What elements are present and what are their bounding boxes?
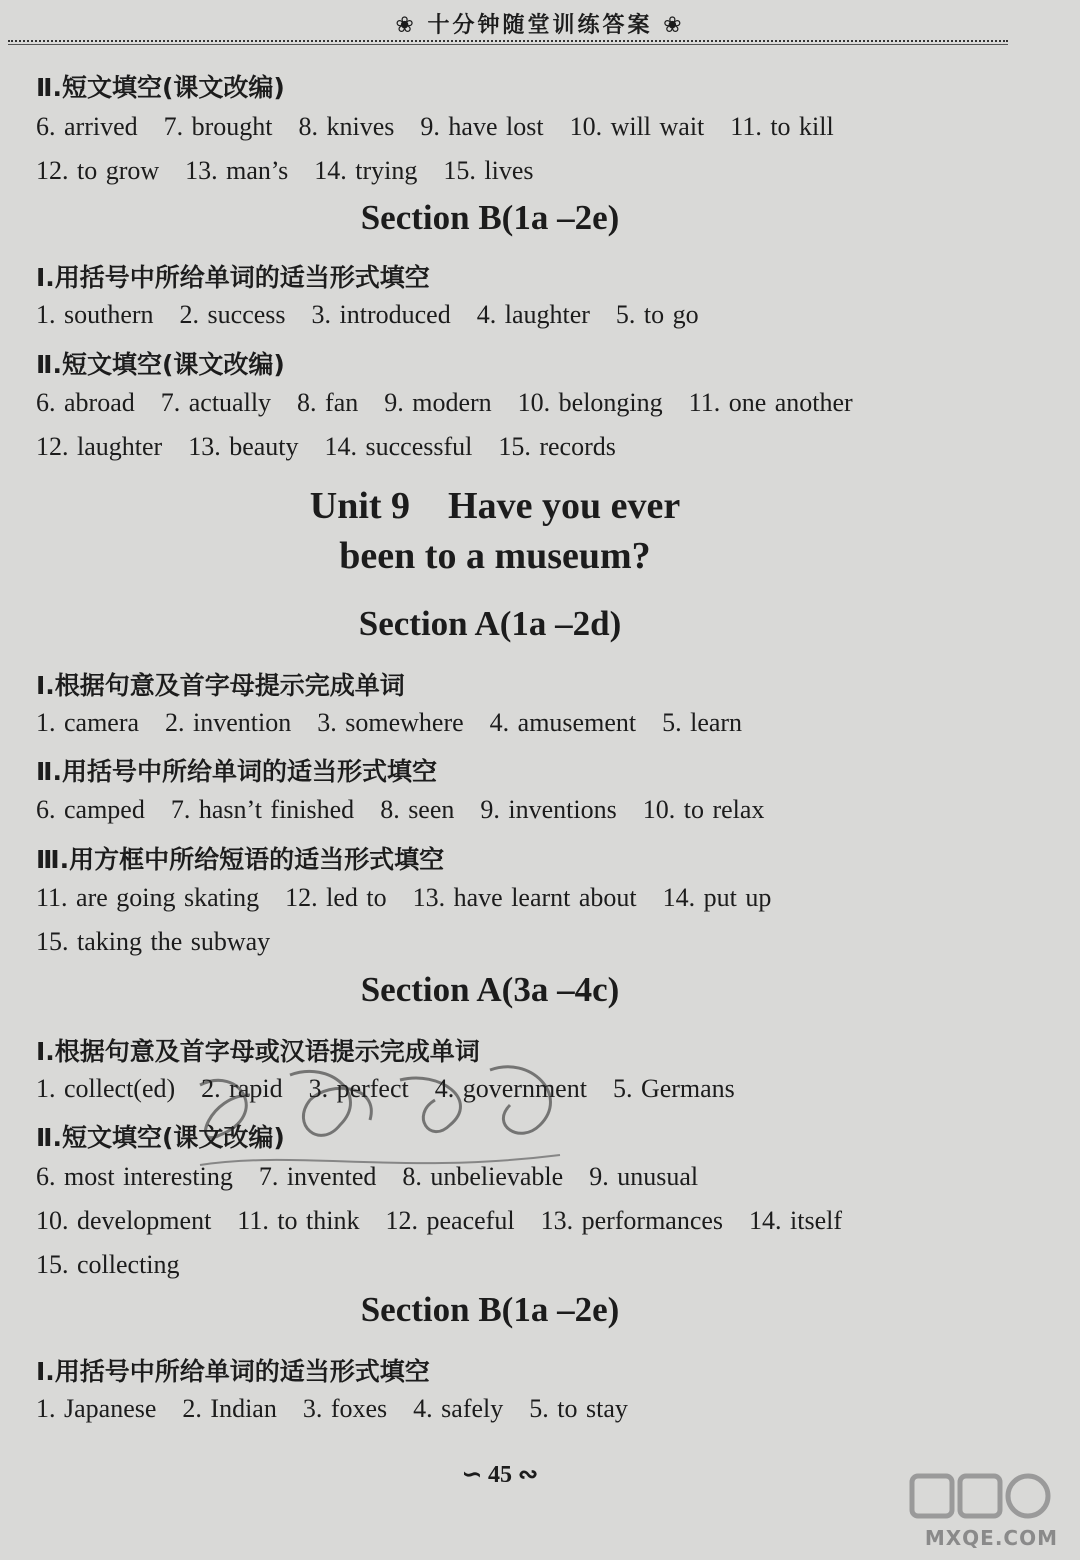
answer-item: 8. seen (380, 795, 455, 824)
answer-item: 11. to think (237, 1206, 360, 1235)
unit-title: Unit 9 Have you ever (309, 485, 681, 527)
answer-item: 6. arrived (36, 112, 138, 141)
answer-item: 2. invention (165, 708, 292, 737)
header-rule-solid (8, 44, 1008, 45)
answer-item: 10. to relax (642, 795, 765, 824)
answer-item: 1. collect(ed) (36, 1074, 176, 1103)
answer-item: 7. hasn’t finished (170, 795, 355, 824)
answer-item: 7. invented (258, 1162, 377, 1191)
answer-item: 11. one another (688, 388, 853, 417)
header-title: ❀ 十分钟随堂训练答案 ❀ (395, 13, 685, 38)
answer-item: 7. brought (163, 112, 273, 141)
exercise-heading: Ⅱ.用括号中所给单词的适当形式填空 (36, 757, 437, 786)
answer-row (36, 112, 834, 142)
answer-item: 5. Germans (612, 1074, 735, 1103)
answer-item: 9. inventions (480, 795, 617, 824)
answer-item: 8. knives (298, 112, 395, 141)
answer-item: 11. to kill (730, 112, 834, 141)
answer-item: 5. learn (662, 708, 743, 737)
answer-item: 12. to grow (36, 156, 160, 185)
answer-item: 12. peaceful (385, 1206, 515, 1235)
page-header (0, 0, 1080, 44)
answer-item: 3. perfect (308, 1074, 409, 1103)
section-title: Section B(1a –2e) (360, 198, 620, 237)
answer-item: 3. introduced (311, 300, 451, 329)
answer-item: 8. unbelievable (402, 1162, 564, 1191)
answer-item: 3. foxes (302, 1394, 388, 1423)
answer-item: 14. itself (749, 1206, 843, 1235)
exercise-heading: Ⅰ.根据句意及首字母或汉语提示完成单词 (36, 1037, 480, 1066)
section-title: Section B(1a –2e) (360, 1290, 620, 1329)
answer-item: 6. most interesting (36, 1162, 233, 1191)
exercise-heading: Ⅱ.短文填空(课文改编) (36, 73, 285, 102)
answer-item: 10. will wait (569, 112, 705, 141)
answer-item: 13. performances (540, 1206, 724, 1235)
answer-item: 12. led to (285, 883, 387, 912)
answer-item: 7. actually (160, 388, 272, 417)
answer-item: 4. laughter (476, 300, 590, 329)
answer-item: 9. modern (384, 388, 492, 417)
answer-item: 9. have lost (420, 112, 544, 141)
header-rule-dotted (8, 40, 1008, 42)
answer-item: 4. safely (413, 1394, 504, 1423)
answer-row (36, 883, 771, 913)
section-title: Section A(1a –2d) (358, 604, 622, 643)
exercise-heading: Ⅰ.根据句意及首字母提示完成单词 (36, 671, 405, 700)
unit-title: been to a museum? (339, 535, 651, 577)
answer-item: 15. taking the subway (36, 927, 271, 956)
answer-item: 13. man’s (185, 156, 289, 185)
answer-row (36, 1250, 180, 1280)
answer-item: 1. Japanese (36, 1394, 157, 1423)
answer-item: 10. belonging (517, 388, 663, 417)
answer-item: 15. collecting (36, 1250, 180, 1279)
answer-item: 5. to go (615, 300, 699, 329)
answer-item: 4. amusement (489, 708, 637, 737)
answer-item: 1. southern (36, 300, 154, 329)
page-number (440, 1460, 560, 1489)
answer-item: 2. Indian (182, 1394, 277, 1423)
answer-row (36, 1206, 842, 1236)
answer-item: 5. to stay (529, 1394, 628, 1423)
answer-row (36, 708, 742, 738)
answer-item: 9. unusual (589, 1162, 699, 1191)
answer-item: 1. camera (36, 708, 140, 737)
answer-item: 11. are going skating (36, 883, 260, 912)
exercise-heading: Ⅱ.短文填空(课文改编) (36, 350, 285, 379)
answer-item: 13. beauty (188, 432, 299, 461)
answer-item: 2. rapid (201, 1074, 283, 1103)
answer-item: 10. development (36, 1206, 212, 1235)
exercise-heading: Ⅰ.用括号中所给单词的适当形式填空 (36, 1357, 430, 1386)
answer-item: 14. trying (314, 156, 418, 185)
answer-item: 13. have learnt about (412, 883, 637, 912)
answer-item: 6. abroad (36, 388, 135, 417)
page-number-text: 45 (488, 1462, 512, 1488)
answer-item: 8. fan (297, 388, 359, 417)
exercise-heading: Ⅰ.用括号中所给单词的适当形式填空 (36, 263, 430, 292)
answer-row (36, 156, 534, 186)
section-title: Section A(3a –4c) (360, 970, 620, 1009)
answer-row (36, 432, 616, 462)
answer-item: 15. records (498, 432, 616, 461)
answer-item: 14. successful (324, 432, 473, 461)
answer-row (36, 795, 764, 825)
exercise-heading: Ⅲ.用方框中所给短语的适当形式填空 (36, 845, 445, 874)
exercise-heading: Ⅱ.短文填空(课文改编) (36, 1123, 285, 1152)
answer-item: 14. put up (662, 883, 772, 912)
answer-row (36, 300, 699, 330)
answer-item: 2. success (179, 300, 286, 329)
handwritten-stamp-scribble (180, 1055, 600, 1185)
answer-item: 6. camped (36, 795, 145, 824)
answer-item: 12. laughter (36, 432, 163, 461)
answer-row (36, 927, 270, 957)
left-flourish-icon: ∽ (461, 1462, 482, 1488)
answer-item: 15. lives (443, 156, 534, 185)
answer-row (36, 388, 853, 418)
watermark-text: MXQE.COM (924, 1526, 1058, 1550)
answer-item: 3. somewhere (317, 708, 464, 737)
answer-item: 4. government (434, 1074, 587, 1103)
right-flourish-icon: ∾ (518, 1462, 539, 1488)
answer-row (36, 1394, 628, 1424)
